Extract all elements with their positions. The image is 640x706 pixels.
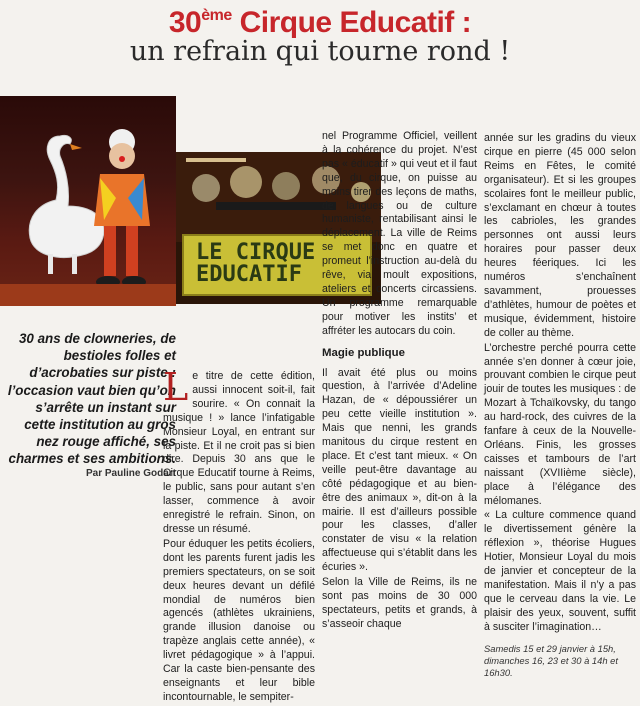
column-2-paragraph-2: Il avait été plus ou moins question, à l’arrivée d’Adeline Hazan, de « dépoussiérer un peu cette vieille institution ». Mais que nenni, les grands manitous du cirque restent en place. Et c’est tant mieux. « On veille peut-être davantage au côté pédagogique et au bien-être des animaux », dit-on à la mairie. Il est d’ailleurs possible pour les classes, d’aller constater de visu « la relation affectueuse qui s’établit dans les écuries ». bbox=[322, 366, 477, 574]
column-2-paragraph-3: Selon la Ville de Reims, ils ne sont pas moins de 30 000 spectateurs, petits et grands, à s’asseoir chaque bbox=[322, 576, 477, 630]
column-2-paragraph-1: nel Programme Officiel, veillent à la cohérence du projet. N’est pas « éducatif » qui veut et il faut que, du cirque, on puisse au moins tirer des leçons de maths, de langues ou de culture humaniste, rentabilisant ainsi le déplacement. La ville de Reims se met donc en quatre et promeut l’instruction au-delà du rêve, via moult expositions, ateliers et concerts circassiens. Un programme remarquable pour motiver les instits’ et affréter les autocars du coin. bbox=[322, 130, 477, 337]
banner-line-2: EDUCATIF bbox=[196, 262, 302, 287]
author-byline: Par Pauline Godart bbox=[85, 468, 176, 479]
title-superscript: ème bbox=[201, 7, 232, 24]
column-1-paragraph-1-text: e titre de cette édition, aussi innocent soit-il, fait sourire. « On connait la musique ! » lance l’infatigable Monsieur Loyal, en entrant sur la piste. Et il ne croit pas si bien dire. Depuis 30 ans que le Cirque Educatif tourne à Reims, le public, sans pour autant s’en lasser, commence à avoir enregistré le refrain. Sinon, on dresse un résumé. bbox=[163, 370, 315, 535]
article-title bbox=[0, 6, 640, 40]
banner-line-1: LE CIRQUE bbox=[196, 240, 316, 265]
title-text: Cirque Educatif : bbox=[231, 6, 472, 39]
article-column-3 bbox=[484, 132, 636, 679]
show-dates: Samedis 15 et 29 janvier à 15h, dimanches 16, 23 et 30 à 14h et 16h30. bbox=[484, 642, 618, 678]
column-1-paragraph-1 bbox=[163, 365, 315, 537]
column-3-paragraph-1: année sur les gradins du vieux cirque en pierre (45 000 selon Reims en Fêtes, le comité organisateur). Et si les groupes scolaires font le meilleur public, s’exclamant en chœur à toutes les cabrioles, les grandes personnes ont aussi leurs horaires pour passer deux heures féeriques. Ici les numéros s’enchaînent savamment, prouesses d’athlètes, humour de poètes et musique, évidemment, histoire de coller au thème. bbox=[484, 132, 636, 339]
column-1-paragraph-2: Pour éduquer les petits écoliers, dont les parents furent jadis les premiers spectateurs, on se soit deux heures devant un défilé mondial de numéros bien agencés (athlètes ukrainiens, grande illusion danoise ou trapèze anglais cette année), « livret pédagogique » à l’appui. Car la caste bien-pensante des enseignants et leur bible incontournable, le sempiter- bbox=[163, 537, 315, 703]
article-column-1 bbox=[163, 365, 315, 706]
column-3-paragraph-2: L’orchestre perché pourra cette année s’en donner à cœur joie, prouvant combien le cirque peut jouir de toutes les musiques : de Mozart à Tchaïkovsky, du tango au hard-rock, des cuivres de la fanfare à ceux de la Nouvelle-Orléans. Finis, les grosses caisses et tambours de l’art naissant (XVIIième siècle), place à l’élégance des mélomanes. bbox=[484, 341, 636, 507]
section-heading: Magie publique bbox=[322, 346, 405, 359]
ring-floor bbox=[0, 284, 176, 306]
title-number: 30 bbox=[168, 6, 202, 39]
intro-quote: 30 ans de clowneries, de bestioles folles et d’acrobaties sur piste : l’occasion vaut bien qu’on s’arrête un instant sur cette institution au gros nez rouge affiché, ses charmes et ses ambitions. bbox=[7, 331, 176, 467]
drop-cap: L bbox=[163, 365, 189, 409]
clown-figure bbox=[86, 126, 156, 296]
photo-swan-clown bbox=[0, 96, 176, 306]
article-subtitle: un refrain qui tourne rond ! bbox=[129, 36, 511, 67]
article-column-2 bbox=[322, 130, 477, 633]
column-3-paragraph-3: « La culture commence quand le divertissement génère la réflexion », théorise Hugues Hotier, Monsieur Loyal du mois de janvier et concepteur de la manifestation. Mais il n’y a pas que le cerveau dans la vie. Le plaisir des yeux, souvent, suffit à susciter l’imagination… bbox=[484, 509, 636, 633]
